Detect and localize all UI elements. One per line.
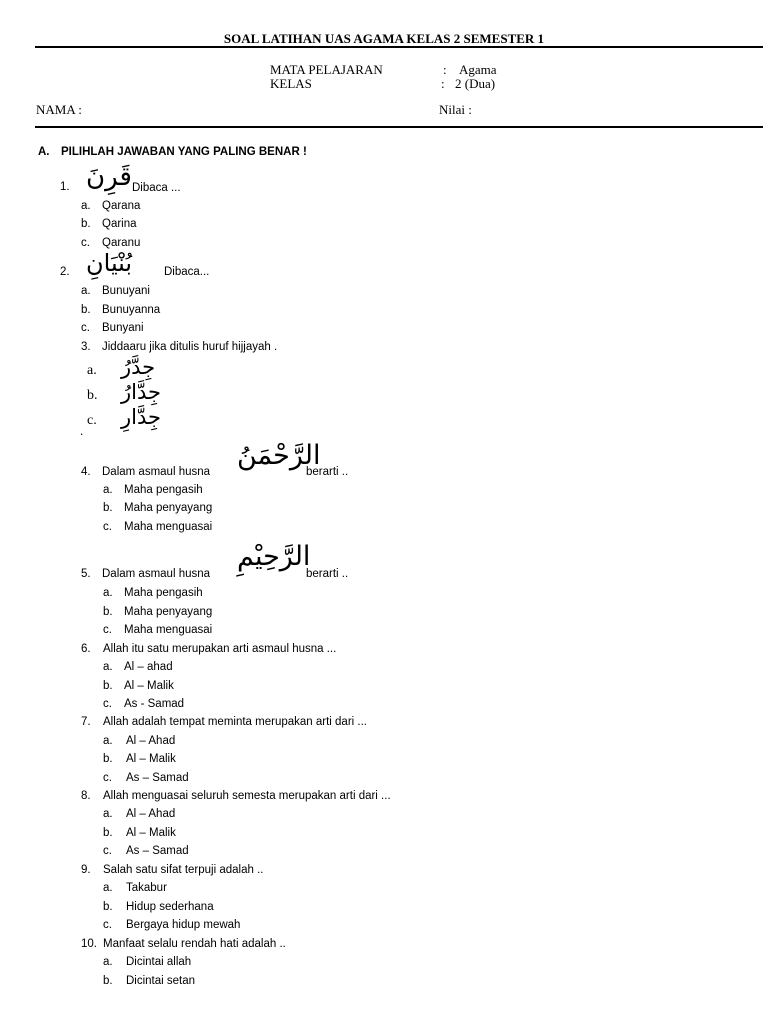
question-5-number: 5. [81, 568, 91, 580]
q10-option-a-text: Dicintai allah [126, 956, 192, 968]
q6-option-c-text: As - Samad [124, 698, 185, 710]
question-6-text: Allah itu satu merupakan arti asmaul husna ... [103, 643, 337, 655]
q3-option-a-arabic: جِدَّرُ [121, 355, 156, 379]
q3-option-b-letter: b. [87, 388, 98, 403]
question-9-text: Salah satu sifat terpuji adalah .. [103, 864, 264, 876]
q5-option-a-text: Maha pengasih [124, 587, 203, 599]
section-title: PILIHLAH JAWABAN YANG PALING BENAR ! [61, 146, 307, 158]
question-1-arabic: قَرِنَ [86, 162, 132, 192]
q8-option-b-letter: b. [103, 827, 113, 839]
q10-option-a-letter: a. [103, 956, 113, 968]
question-6-number: 6. [81, 643, 91, 655]
q3-option-c-arabic: جِدَّارِ [121, 405, 161, 429]
q4-option-a-letter: a. [103, 484, 113, 496]
q6-option-c-letter: c. [103, 698, 112, 710]
mapel-colon: : [443, 62, 447, 77]
q1-option-c-letter: c. [81, 237, 90, 249]
q6-option-b-text: Al – Malik [124, 680, 174, 692]
q8-option-b-text: Al – Malik [126, 827, 176, 839]
q1-option-b-text: Qarina [102, 218, 137, 230]
question-4-suffix: berarti .. [306, 466, 349, 478]
question-4-number: 4. [81, 466, 91, 478]
question-1-text: Dibaca ... [132, 182, 181, 194]
q1-option-a-text: Qarana [102, 200, 141, 212]
q1-option-b-letter: b. [81, 218, 91, 230]
question-3-number: 3. [81, 341, 91, 353]
q5-option-b-text: Maha penyayang [124, 606, 213, 618]
question-2-arabic: بُنْيَانِ [86, 249, 133, 277]
mapel-value: Agama [459, 62, 497, 77]
q2-option-c-text: Bunyani [102, 322, 144, 334]
q8-option-a-letter: a. [103, 808, 113, 820]
q5-option-c-letter: c. [103, 624, 112, 636]
question-5-arabic: الرَّحِيْمِ [237, 541, 311, 572]
mapel-label: MATA PELAJARAN [270, 62, 383, 77]
nilai-label: Nilai : [439, 102, 472, 117]
question-2-number: 2. [60, 266, 70, 278]
q7-option-c-letter: c. [103, 772, 112, 784]
question-1-number: 1. [60, 181, 70, 193]
q9-option-b-text: Hidup sederhana [126, 901, 214, 913]
q9-option-c-text: Bergaya hidup mewah [126, 919, 241, 931]
q5-option-b-letter: b. [103, 606, 113, 618]
q4-option-b-letter: b. [103, 502, 113, 514]
question-4-arabic: الرَّحْمَنُ [237, 440, 321, 471]
q7-option-a-text: Al – Ahad [126, 735, 176, 747]
q8-option-c-text: As – Samad [126, 845, 189, 857]
question-7-number: 7. [81, 716, 91, 728]
q6-option-a-text: Al – ahad [124, 661, 173, 673]
question-10-text: Manfaat selalu rendah hati adalah .. [103, 938, 286, 950]
question-5-suffix: berarti .. [306, 568, 349, 580]
question-8-number: 8. [81, 790, 91, 802]
q2-option-b-text: Bunuyanna [102, 304, 161, 316]
q4-option-a-text: Maha pengasih [124, 484, 203, 496]
nama-label: NAMA : [36, 102, 82, 117]
q8-option-c-letter: c. [103, 845, 112, 857]
header-top-divider [35, 46, 763, 48]
q3-stray-dot: . [80, 423, 84, 438]
question-8-text: Allah menguasai seluruh semesta merupakan arti dari ... [103, 790, 391, 802]
question-10-number: 10. [81, 938, 97, 950]
question-5-text: Dalam asmaul husna [102, 568, 211, 580]
q6-option-b-letter: b. [103, 680, 113, 692]
q2-option-a-text: Bunuyani [102, 285, 150, 297]
q3-option-c-letter: c. [87, 413, 97, 428]
q7-option-b-letter: b. [103, 753, 113, 765]
q7-option-a-letter: a. [103, 735, 113, 747]
kelas-colon: : [441, 76, 445, 91]
q10-option-b-letter: b. [103, 975, 113, 987]
question-9-number: 9. [81, 864, 91, 876]
q7-option-b-text: Al – Malik [126, 753, 176, 765]
question-3-text: Jiddaaru jika ditulis huruf hijjayah . [102, 341, 278, 353]
question-2-text: Dibaca... [164, 266, 210, 278]
q3-option-b-arabic: جِدَّارُ [121, 380, 161, 404]
q2-option-a-letter: a. [81, 285, 91, 297]
q6-option-a-letter: a. [103, 661, 113, 673]
q2-option-b-letter: b. [81, 304, 91, 316]
section-letter: A. [38, 146, 50, 158]
q2-option-c-letter: c. [81, 322, 90, 334]
q5-option-a-letter: a. [103, 587, 113, 599]
q1-option-a-letter: a. [81, 200, 91, 212]
q10-option-b-text: Dicintai setan [126, 975, 196, 987]
q5-option-c-text: Maha menguasai [124, 624, 213, 636]
q9-option-c-letter: c. [103, 919, 112, 931]
question-4-text: Dalam asmaul husna [102, 466, 211, 478]
q9-option-a-text: Takabur [126, 882, 167, 894]
kelas-label: KELAS [270, 76, 312, 91]
q4-option-c-text: Maha menguasai [124, 521, 213, 533]
header-bottom-divider [35, 126, 763, 128]
page-title: SOAL LATIHAN UAS AGAMA KELAS 2 SEMESTER 1 [223, 31, 545, 46]
q4-option-b-text: Maha penyayang [124, 502, 213, 514]
q1-option-c-text: Qaranu [102, 237, 141, 249]
q9-option-b-letter: b. [103, 901, 113, 913]
q7-option-c-text: As – Samad [126, 772, 189, 784]
q4-option-c-letter: c. [103, 521, 112, 533]
kelas-value: 2 (Dua) [455, 76, 496, 91]
q8-option-a-text: Al – Ahad [126, 808, 176, 820]
q9-option-a-letter: a. [103, 882, 113, 894]
question-7-text: Allah adalah tempat meminta merupakan arti dari ... [103, 716, 367, 728]
q3-option-a-letter: a. [87, 363, 97, 378]
